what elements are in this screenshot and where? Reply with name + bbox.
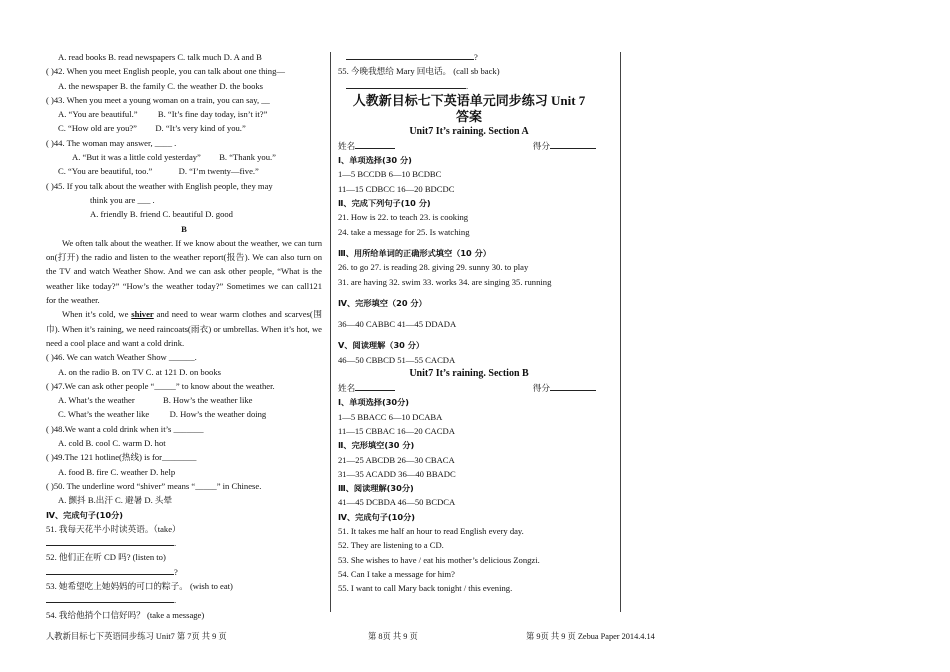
q43-option-c: C. “How old are you?” [58,123,137,134]
b-answers-1: 1—5 BBACC 6—10 DCABA [338,411,443,422]
q44-option-b: B. “Thank you.” [219,152,276,163]
sentence-52-end: ? [174,566,178,577]
sentence-53-answer-line[interactable] [46,593,322,607]
q43-option-a: A. “You are beautiful.” [58,109,138,120]
q44-options-cd [46,164,322,178]
page-footer [46,630,926,644]
a-answers-5: 26. to go 27. is reading 28. giving 29. sunny 30. to play [338,262,529,273]
q45-stem: ( )45. If you talk about the weather with English people, they may [46,180,273,191]
name-label: 姓名 [338,140,356,151]
q43-option-d: D. “It’s very kind of you.” [155,123,246,134]
column-divider-left [330,52,331,612]
a-section-4: Ⅳ、完形填空（20 分） [338,297,427,308]
part-b-heading: B [181,223,187,234]
b-answers-9: 54. Can I take a message for him? [338,568,455,579]
a-section-5: Ⅴ、阅读理解（30 分） [338,340,425,351]
q47-stem: ( )47.We can ask other people “_____” to know about the weather. [46,380,275,391]
a-answers-6: 31. are having 32. swim 33. works 34. are singing 35. running [338,276,552,287]
left-column [46,50,322,622]
q44-options-ab [46,150,322,164]
q46-options: A. on the radio B. on TV C. at 121 D. on books [58,366,221,377]
a-answers-1: 1—5 BCCDB 6—10 BCDBC [338,169,442,180]
paragraph-2-rest: and need to wear warm clothes and scarves(围巾). When it’s raining, we need raincoats(雨衣) or umbrellas. When it’s hot, we need a cool place and want a cold drink. [46,309,322,348]
section-b-name-score [338,381,600,395]
paragraph-2-start: When it’s cold, we [62,309,132,320]
q45-stem-cont: think you are ___ . [90,194,155,205]
sentence-55-end: . [466,80,469,91]
column-divider-right [620,52,621,612]
q48-stem: ( )48.We want a cold drink when it’s _______ [46,423,204,434]
q47-option-d: D. How’s the weather doing [169,409,267,420]
q43-options-ab [46,107,322,121]
b-section-1: Ⅰ、单项选择(30分) [338,397,410,408]
q43-options-cd [46,121,322,135]
q41-options: A. read books B. read newspapers C. talk much D. A and B [58,52,262,62]
q43-option-b: B. “It’s fine day today, isn’t it?” [157,109,268,120]
q45-options: A. friendly B. friend C. beautiful D. good [90,209,233,220]
sentence-52-prompt: 52. 他们正在听 CD 吗? (listen to) [46,552,166,563]
sentence-54-end: ? [474,52,478,62]
sentence-51-prompt: 51. 我每天花半小时读英语。（take） [46,523,181,534]
sentence-54-answer-line[interactable] [338,50,600,64]
sentence-53-prompt: 53. 她希望吃上她妈妈的可口的粽子。 (wish to eat) [46,580,233,591]
footer-middle: 第 8页 共 9 页 [368,632,418,641]
answer-key-title: 人教新目标七下英语单元同步练习 Unit 7 [352,92,586,108]
sentence-53-end: . [174,595,177,606]
reading-paragraph-1: We often talk about the weather. If we know about the weather, we can turn on(打开) the radio and listen to the weather report(报告). We can also turn on the TV and watch Weather Show. And we can ask other people, “What is the weather like today?” “How’s the weather today?” Sometimes we can call121 for the weather. [46,237,322,306]
a-answers-2: 11—15 CDBCC 16—20 BDCDC [338,183,455,194]
footer-right: 第 9页 共 9 页 Zebua Paper 2014.4.14 [526,632,655,641]
name-field-a[interactable] [338,139,395,153]
b-answers-3: 21—25 ABCDB 26—30 CBACA [338,454,455,465]
a-section-3: Ⅲ、用所给单词的正确形式填空（10 分） [338,247,491,258]
sentence-52-answer-line[interactable] [46,565,322,579]
score-label: 得分 [532,383,550,394]
sentence-55-answer-line[interactable] [338,79,600,93]
q46-stem: ( )46. We can watch Weather Show ______. [46,352,197,363]
q49-stem: ( )49.The 121 hotline(热线) is for________ [46,452,197,463]
b-answers-4: 31—35 ACADD 36—40 BBADC [338,468,456,479]
a-section-2: Ⅱ、完成下列句子(10 分) [338,198,431,209]
b-answers-8: 53. She wishes to have / eat his mother’s delicious Zongzi. [338,554,540,565]
score-label: 得分 [532,140,550,151]
name-field-b[interactable] [338,381,395,395]
q44-option-c: C. “You are beautiful, too.” [58,166,153,177]
sentence-51-end: . [174,538,177,549]
footer-left: 人教新目标七下英语同步练习 Unit7 第 7页 共 9 页 [46,632,227,641]
sentence-54-prompt: 54. 我给他捎个口信好吗？ (take a message) [46,609,205,620]
name-label: 姓名 [338,383,356,394]
section-4-heading: Ⅳ、完成句子(10分) [46,509,123,520]
a-section-1: Ⅰ、单项选择(30 分) [338,155,412,166]
section-a-name-score [338,139,600,153]
section-b-title: Unit7 It’s raining. Section B [409,368,529,380]
answer-key-subtitle: 答案 [455,108,482,124]
q42-stem: ( )42. When you meet English people, you can talk about one thing— [46,66,285,77]
score-field-a[interactable] [533,139,600,153]
reading-paragraph-2 [46,307,322,350]
sentence-55-prompt: 55. 今晚我想给 Mary 回电话。 (call sb back) [338,66,500,77]
b-answers-5: 41—45 DCBDA 46—50 BCDCA [338,497,456,508]
a-answers-3: 21. How is 22. to teach 23. is cooking [338,212,469,223]
b-answers-2: 11—15 CBBAC 16—20 CACDA [338,425,455,436]
b-answers-10: 55. I want to call Mary back tonight / this evening. [338,583,513,594]
q42-options: A. the newspaper B. the family C. the weather D. the books [58,80,264,91]
a-answers-4: 24. take a message for 25. Is watching [338,226,470,237]
q43-stem: ( )43. When you meet a young woman on a train, you can say, __ [46,94,270,105]
underlined-word-shiver: shiver [131,309,154,320]
b-answers-6: 51. It takes me half an hour to read English every day. [338,526,524,537]
q50-stem: ( )50. The underline word “shiver” means “_____” in Chinese. [46,480,262,491]
q47-options-ab [46,393,322,407]
q47-option-a: A. What’s the weather [58,395,135,406]
q47-option-b: B. How’s the weather like [163,395,253,406]
q47-options-cd [46,407,322,421]
q49-options: A. food B. fire C. weather D. help [58,466,176,477]
q47-option-c: C. What’s the weather like [58,409,150,420]
b-section-3: Ⅲ、阅读理解(30分) [338,483,414,494]
q48-options: A. cold B. cool C. warm D. hot [58,438,166,449]
q44-option-a: A. “But it was a little cold yesterday” [72,152,201,163]
q44-stem: ( )44. The woman may answer, ____ . [46,137,177,148]
b-section-2: Ⅱ、完形填空(30 分) [338,440,415,451]
section-a-title: Unit7 It’s raining. Section A [409,125,529,137]
score-field-b[interactable] [533,381,600,395]
a-answers-8: 46—50 CBBCD 51—55 CACDA [338,354,456,365]
b-section-4: Ⅳ、完成句子(10分) [338,511,415,522]
b-answers-7: 52. They are listening to a CD. [338,540,444,551]
sentence-51-answer-line[interactable] [46,536,322,550]
right-column [338,50,600,596]
a-answers-7: 36—40 CABBC 41—45 DDADA [338,319,457,330]
q44-option-d: D. “I’m twenty—five.” [178,166,259,177]
q50-options: A. 颤抖 B.出汗 C. 避暑 D. 头晕 [58,495,173,506]
